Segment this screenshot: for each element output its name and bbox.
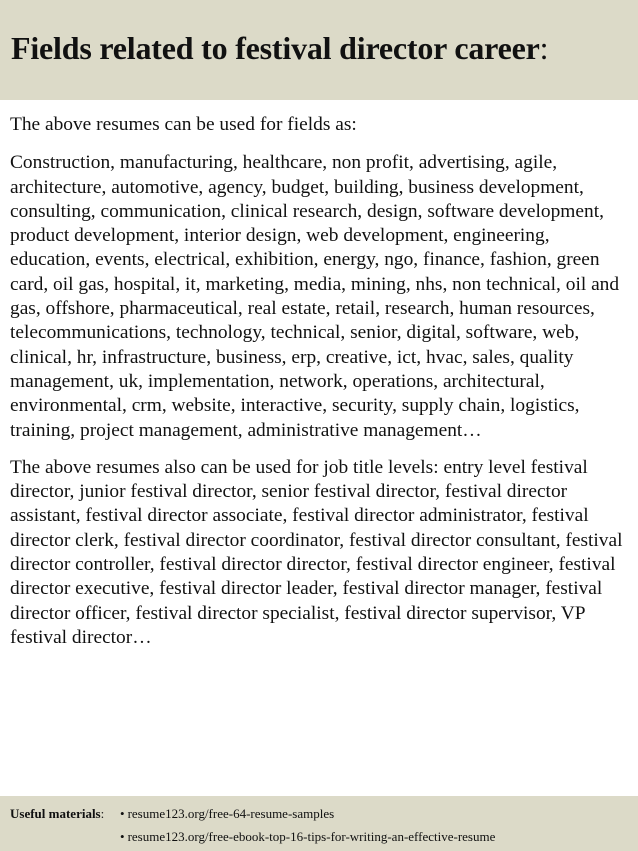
useful-materials-footer [0,796,638,851]
main-content [10,113,632,650]
bullet-icon: • [120,829,125,844]
useful-materials-label-text: Useful materials [10,806,101,821]
job-levels-text: The above resumes also can be used for job title levels: entry level festival director, junior festival director, senior festival director, festival director assistant, festival director associate, festival director administrator, festival director clerk, festival director coordinator, festival director consultant, festival director controller, festival director director, festival director engineer, festival director executive, festival director leader, festival director manager, festival director officer, festival director specialist, festival director supervisor, VP festival director… [10,456,623,648]
resource-link-text: resume123.org/free-64-resume-samples [127,806,335,821]
bullet-icon: • [120,806,125,821]
resource-link-text: resume123.org/free-ebook-top-16-tips-for-writing-an-effective-resume [127,829,496,844]
resource-link-ebook[interactable] [120,829,495,845]
page-title [11,28,548,68]
useful-materials-label [10,806,104,822]
resource-link-resume-samples[interactable] [120,806,334,822]
useful-materials-label-colon: : [100,806,105,821]
page-title-text: Fields related to festival director career [11,30,540,66]
fields-list-text: Construction, manufacturing, healthcare, non profit, advertising, agile, architecture, automotive, agency, budget, building, business development, consulting, communication, clinical research, design, software development, product development, interior design, web development, engineering, education, events, electrical, exhibition, energy, ngo, finance, fashion, green card, oil gas, hospital, it, marketing, media, mining, nhs, non technical, oil and gas, offshore, pharmaceutical, real estate, retail, research, human resources, telecommunications, technology, technical, senior, digital, software, web, clinical, hr, infrastructure, business, erp, creative, ict, hvac, sales, quality management, uk, implementation, network, operations, architectural, environmental, crm, website, interactive, security, supply chain, logistics, training, project management, administrative management… [10,152,620,441]
title-banner [0,0,638,100]
page-title-colon: : [539,30,549,66]
intro-text: The above resumes can be used for fields as: [10,114,357,135]
